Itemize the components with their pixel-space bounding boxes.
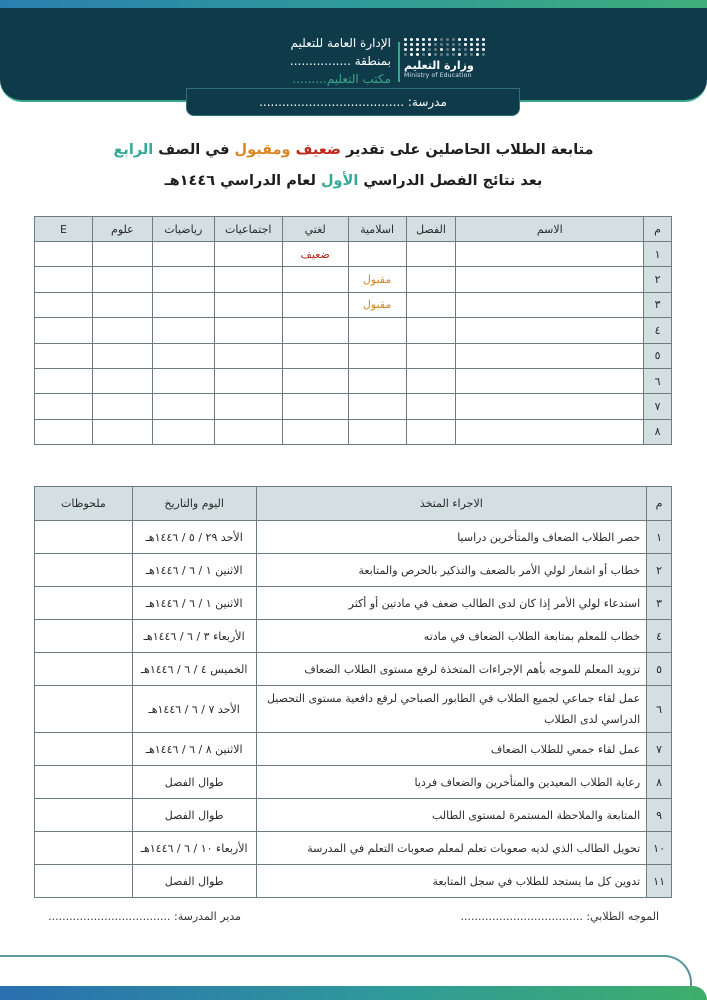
grade-cell-arabic[interactable] [282,394,348,419]
grade-cell-social[interactable] [214,394,282,419]
row-number: ١١ [647,865,672,898]
action-row [35,554,672,587]
grade-cell-english[interactable] [35,292,93,317]
action-row [35,620,672,653]
grade-cell-islamic[interactable]: مقبول [348,267,406,292]
grade-cell-name[interactable] [456,242,644,267]
grade-cell-english[interactable] [35,318,93,343]
action-cell: تزويد المعلم للموجه بأهم الإجراءات المتخذة لرفع مستوى الطلاب الضعاف [256,653,647,686]
row-number: ٤ [644,318,672,343]
grade-cell-english[interactable] [35,368,93,393]
grade-cell-islamic[interactable] [348,419,406,444]
row-number: ١ [647,521,672,554]
logo-dots-icon [404,38,492,56]
grade-cell-social[interactable] [214,292,282,317]
grade-cell-social[interactable] [214,242,282,267]
student-row [35,394,672,419]
grade-cell-science[interactable] [92,318,152,343]
directorate-block [290,34,391,88]
grade-cell-name[interactable] [456,419,644,444]
student-row [35,292,672,317]
action-row [35,587,672,620]
row-number: ٨ [644,419,672,444]
action-row [35,653,672,686]
title-grade: الرابع [113,142,154,158]
notes-cell[interactable] [35,799,133,832]
grade-cell-science[interactable] [92,292,152,317]
column-header: م [644,217,672,242]
grade-cell-name[interactable] [456,292,644,317]
row-number: ٢ [647,554,672,587]
grade-cell-arabic[interactable] [282,318,348,343]
row-number: ٣ [647,587,672,620]
column-header: E [35,217,93,242]
row-number: ٢ [644,267,672,292]
grade-cell-english[interactable] [35,267,93,292]
grade-cell-islamic[interactable] [348,318,406,343]
grade-cell-name[interactable] [456,318,644,343]
grade-cell-class[interactable] [406,368,456,393]
column-header: الفصل [406,217,456,242]
grade-cell-science[interactable] [92,343,152,368]
student-row [35,267,672,292]
action-cell: رعاية الطلاب المعيدين والمتأخرين والضعاف فرديا [256,766,647,799]
date-cell: الخميس ٤ / ٦ / ١٤٤٦هـ [132,653,256,686]
column-header: م [647,487,672,521]
grade-cell-class[interactable] [406,318,456,343]
grade-cell-science[interactable] [92,368,152,393]
grade-cell-english[interactable] [35,394,93,419]
title-weak: ضعيف [295,142,341,158]
row-number: ٧ [647,733,672,766]
action-cell: حصر الطلاب الضعاف والمتأخرين دراسيا [256,521,647,554]
grade-cell-islamic[interactable] [348,343,406,368]
grade-cell-math[interactable] [152,292,214,317]
footer-gradient-bar [0,986,707,1000]
grade-cell-class[interactable] [406,292,456,317]
action-row [35,799,672,832]
grade-cell-class[interactable] [406,242,456,267]
title-acceptable: مقبول [234,142,282,158]
grade-cell-arabic[interactable] [282,292,348,317]
student-row [35,343,672,368]
action-row [35,686,672,733]
grade-cell-english[interactable] [35,343,93,368]
principal-signature: مدير المدرسة: ................................... [48,910,241,923]
action-cell: خطاب للمعلم بمتابعة الطلاب الضعاف في مادته [256,620,647,653]
date-cell: طوال الفصل [132,766,256,799]
school-name-box: مدرسة: ...................................... [186,88,520,116]
student-row [35,318,672,343]
column-header: اجتماعيات [214,217,282,242]
notes-cell[interactable] [35,865,133,898]
date-cell: الأربعاء ١٠ / ٦ / ١٤٤٦هـ [132,832,256,865]
grade-cell-arabic[interactable] [282,267,348,292]
date-cell: الاثنين ٨ / ٦ / ١٤٤٦هـ [132,733,256,766]
directorate-label: الإدارة العامة للتعليم [290,36,391,50]
action-row [35,733,672,766]
grade-cell-social[interactable] [214,318,282,343]
action-cell: عمل لقاء جماعي لجميع الطلاب في الطابور الصباحي لرفع دافعية مستوى التحصيل الدراسي لدى الطلاب [256,686,647,733]
grade-cell-math[interactable] [152,343,214,368]
grade-cell-english[interactable] [35,242,93,267]
ministry-logo [404,38,496,86]
grade-cell-name[interactable] [456,267,644,292]
column-header: لغتي [282,217,348,242]
grade-cell-class[interactable] [406,394,456,419]
logo-separator [398,42,400,82]
date-cell: طوال الفصل [132,799,256,832]
action-row [35,521,672,554]
actions-table [34,486,672,898]
row-number: ٤ [647,620,672,653]
grade-cell-science[interactable] [92,242,152,267]
office-label: مكتب التعليم......... [292,72,391,86]
date-cell: الأحد ٢٩ / ٥ / ١٤٤٦هـ [132,521,256,554]
counselor-signature: الموجه الطلابي: ................................... [460,910,659,923]
row-number: ٨ [647,766,672,799]
row-number: ٦ [647,686,672,733]
student-row [35,242,672,267]
notes-cell[interactable] [35,587,133,620]
grade-cell-math[interactable] [152,267,214,292]
notes-cell[interactable] [35,766,133,799]
title-and: و [281,142,296,158]
notes-cell[interactable] [35,733,133,766]
date-cell: الأربعاء ٣ / ٦ / ١٤٤٦هـ [132,620,256,653]
row-number: ٥ [647,653,672,686]
column-header: علوم [92,217,152,242]
grade-cell-name[interactable] [456,343,644,368]
grade-cell-social[interactable] [214,419,282,444]
subtitle-text: بعد نتائج الفصل الدراسي [358,173,543,189]
ministry-name-en: Ministry of Education [404,72,472,79]
grade-cell-islamic[interactable] [348,394,406,419]
row-number: ٧ [644,394,672,419]
subtitle-term: الأول [320,173,359,189]
grade-cell-islamic[interactable] [348,242,406,267]
title-text: متابعة الطلاب الحاصلين على تقدير [340,142,594,158]
action-cell: المتابعة والملاحظة المستمرة لمستوى الطالب [256,799,647,832]
action-cell: تحويل الطالب الذي لديه صعوبات تعلم لمعلم صعوبات التعلم في المدرسة [256,832,647,865]
grade-cell-social[interactable] [214,368,282,393]
date-cell: الاثنين ١ / ٦ / ١٤٤٦هـ [132,587,256,620]
page-title-line1 [0,142,707,158]
row-number: ٩ [647,799,672,832]
grade-cell-science[interactable] [92,394,152,419]
date-cell: طوال الفصل [132,865,256,898]
action-row [35,832,672,865]
grade-cell-science[interactable] [92,267,152,292]
grade-cell-name[interactable] [456,368,644,393]
ministry-name-ar: وزارة التعليم [404,59,474,72]
grade-cell-social[interactable] [214,267,282,292]
row-number: ٥ [644,343,672,368]
grade-cell-arabic[interactable]: ضعيف [282,242,348,267]
title-text-2: في الصف [153,142,235,158]
grade-cell-islamic[interactable] [348,368,406,393]
row-number: ٣ [644,292,672,317]
notes-cell[interactable] [35,653,133,686]
notes-cell[interactable] [35,554,133,587]
grade-cell-class[interactable] [406,267,456,292]
action-cell: خطاب أو اشعار لولي الأمر بالضعف والتذكير بالحرص والمتابعة [256,554,647,587]
notes-cell[interactable] [35,521,133,554]
grade-cell-arabic[interactable] [282,419,348,444]
notes-cell[interactable] [35,686,133,733]
grade-cell-english[interactable] [35,419,93,444]
column-header: الاسم [456,217,644,242]
student-row [35,368,672,393]
grade-cell-science[interactable] [92,419,152,444]
grade-cell-math[interactable] [152,419,214,444]
column-header: اسلامية [348,217,406,242]
action-cell: تدوين كل ما يستجد للطلاب في سجل المتابعة [256,865,647,898]
grade-cell-islamic[interactable]: مقبول [348,292,406,317]
action-row [35,766,672,799]
page-title-line2 [0,173,707,189]
students-table [34,216,672,445]
grade-cell-math[interactable] [152,242,214,267]
column-header: رياضيات [152,217,214,242]
column-header: اليوم والتاريخ [132,487,256,521]
grade-cell-arabic[interactable] [282,368,348,393]
notes-cell[interactable] [35,832,133,865]
column-header: الاجراء المتخذ [256,487,647,521]
date-cell: الاثنين ١ / ٦ / ١٤٤٦هـ [132,554,256,587]
row-number: ١ [644,242,672,267]
grade-cell-social[interactable] [214,343,282,368]
column-header: ملحوظات [35,487,133,521]
region-label: بمنطقة ................ [289,54,391,68]
grade-cell-arabic[interactable] [282,343,348,368]
action-row [35,865,672,898]
students-table-header [35,217,672,242]
action-cell: استدعاء لولي الأمر إذا كان لدى الطالب ضعف في مادتين أو أكثر [256,587,647,620]
date-cell: الأحد ٧ / ٦ / ١٤٤٦هـ [132,686,256,733]
action-cell: عمل لقاء جمعي للطلاب الضعاف [256,733,647,766]
grade-cell-math[interactable] [152,368,214,393]
row-number: ٦ [644,368,672,393]
grade-cell-math[interactable] [152,394,214,419]
grade-cell-class[interactable] [406,419,456,444]
grade-cell-math[interactable] [152,318,214,343]
notes-cell[interactable] [35,620,133,653]
row-number: ١٠ [647,832,672,865]
grade-cell-class[interactable] [406,343,456,368]
subtitle-text-2: لعام الدراسي ١٤٤٦هـ [164,173,321,189]
student-row [35,419,672,444]
grade-cell-name[interactable] [456,394,644,419]
actions-table-header [35,487,672,521]
